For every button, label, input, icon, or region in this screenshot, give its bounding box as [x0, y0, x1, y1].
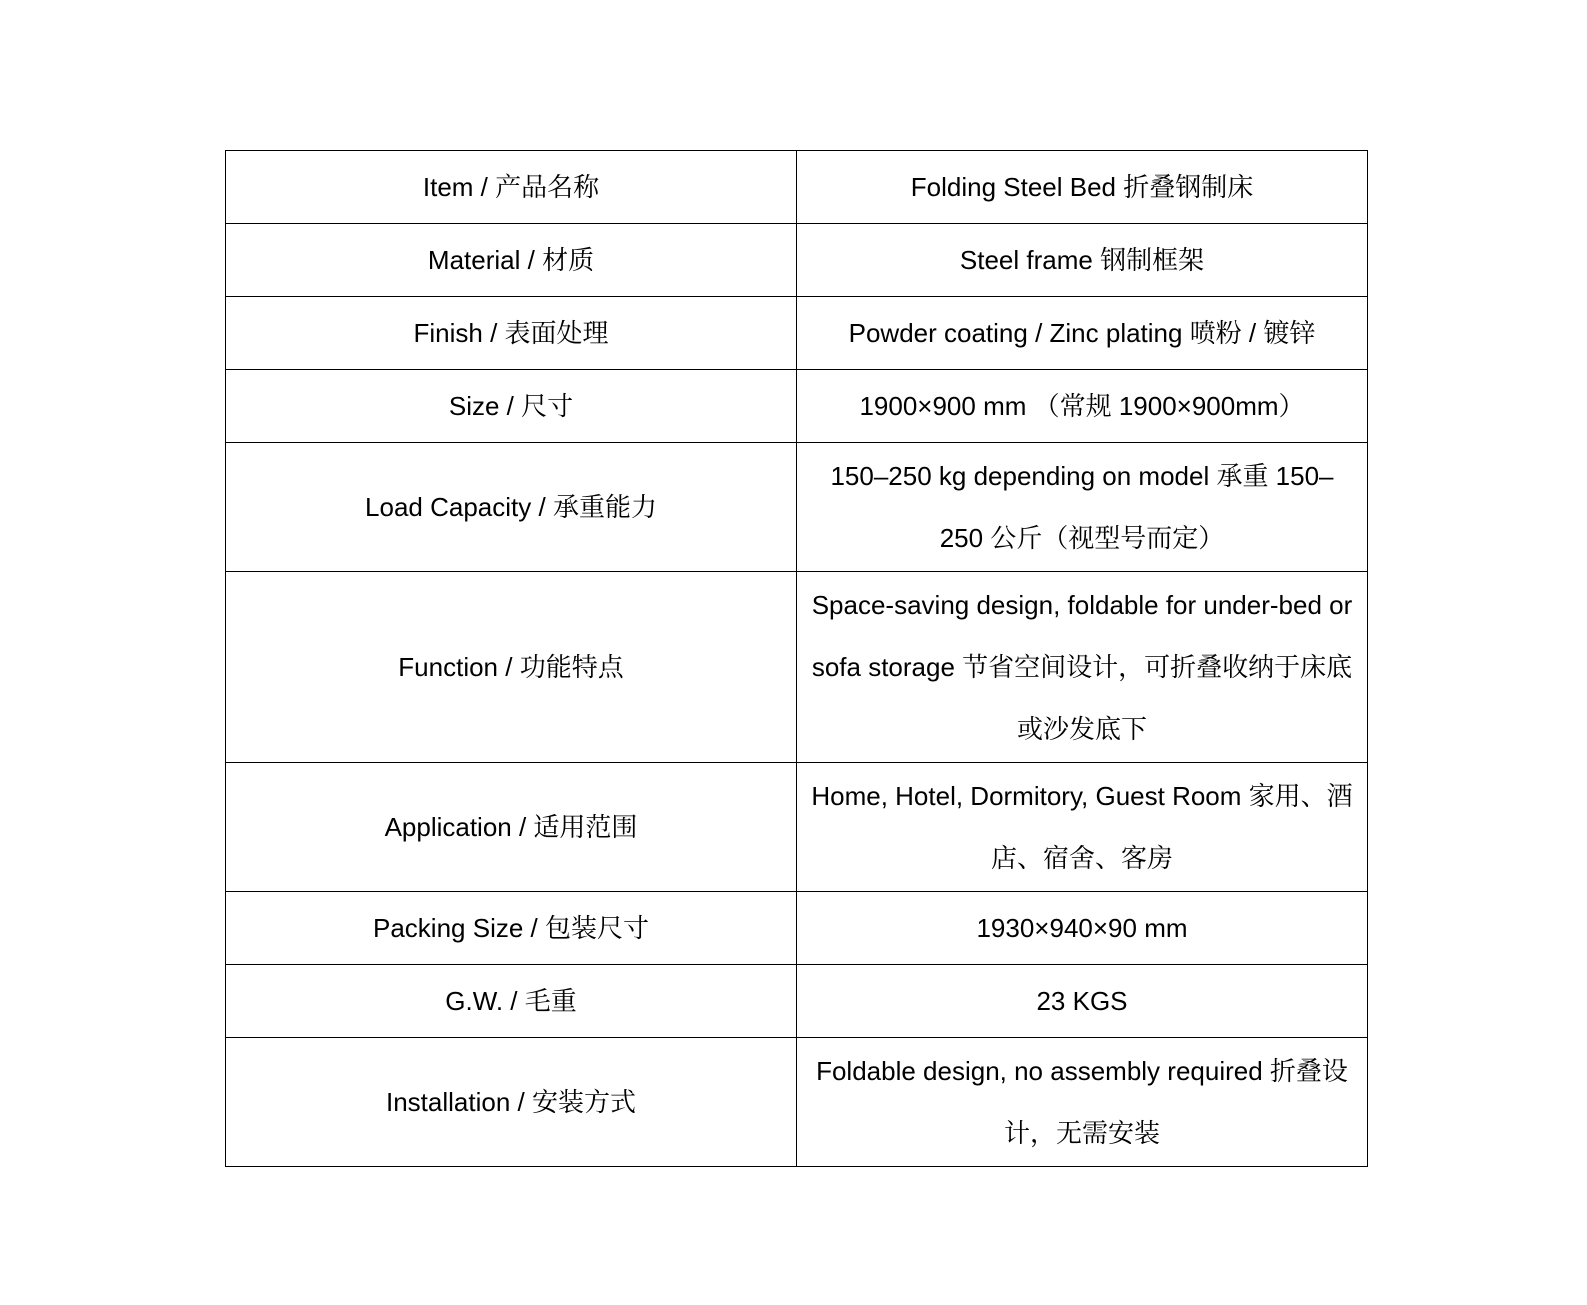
table-row	[226, 892, 1368, 965]
spec-value-function: Space-saving design, foldable for under-bed or sofa storage 节省空间设计，可折叠收纳于床底或沙发底下	[797, 572, 1368, 763]
spec-value-finish: Powder coating / Zinc plating 喷粉 / 镀锌	[797, 297, 1368, 370]
table-row	[226, 443, 1368, 572]
spec-label-gross-weight: G.W. / 毛重	[226, 965, 797, 1038]
spec-value-item: Folding Steel Bed 折叠钢制床	[797, 151, 1368, 224]
spec-label-load-capacity: Load Capacity / 承重能力	[226, 443, 797, 572]
spec-label-installation: Installation / 安装方式	[226, 1038, 797, 1167]
spec-value-size: 1900×900 mm （常规 1900×900mm）	[797, 370, 1368, 443]
spec-label-finish: Finish / 表面处理	[226, 297, 797, 370]
spec-label-size: Size / 尺寸	[226, 370, 797, 443]
spec-value-gross-weight: 23 KGS	[797, 965, 1368, 1038]
table-row	[226, 763, 1368, 892]
table-row	[226, 965, 1368, 1038]
table-row	[226, 1038, 1368, 1167]
table-row	[226, 572, 1368, 763]
spec-label-item: Item / 产品名称	[226, 151, 797, 224]
table-row	[226, 151, 1368, 224]
spec-value-material: Steel frame 钢制框架	[797, 224, 1368, 297]
table-row	[226, 370, 1368, 443]
spec-label-packing-size: Packing Size / 包装尺寸	[226, 892, 797, 965]
table-row	[226, 297, 1368, 370]
spec-label-material: Material / 材质	[226, 224, 797, 297]
spec-value-load-capacity: 150–250 kg depending on model 承重 150–250 公斤（视型号而定）	[797, 443, 1368, 572]
spec-value-packing-size: 1930×940×90 mm	[797, 892, 1368, 965]
spec-label-application: Application / 适用范围	[226, 763, 797, 892]
table-row	[226, 224, 1368, 297]
spec-table	[225, 150, 1368, 1167]
spec-value-application: Home, Hotel, Dormitory, Guest Room 家用、酒店、宿舍、客房	[797, 763, 1368, 892]
spec-label-function: Function / 功能特点	[226, 572, 797, 763]
spec-value-installation: Foldable design, no assembly required 折叠设计，无需安装	[797, 1038, 1368, 1167]
